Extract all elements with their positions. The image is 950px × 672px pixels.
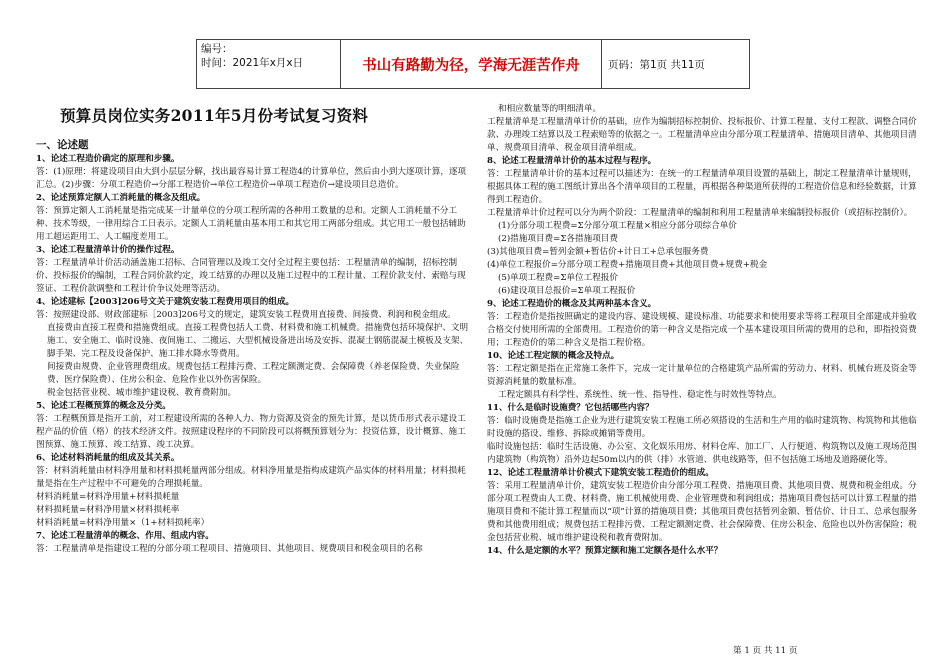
- paragraph: (2)措施项目费=Σ各措施项目费: [498, 234, 618, 244]
- paragraph: 答：按照建设部、财政部建标［2003]206号文的规定，建筑安装工程费用直接费、间接费、利润和税金组成。: [36, 310, 456, 320]
- paragraph: 工程量清单是工程量清单计价的基础，应作为编制招标控制价、投标报价、计算工程量、支付工程款、调整合同价款、办理竣工结算以及工程索赔等的依据之一。工程量清单应由分部分项工程量清单、措施项目清单、其他项目清单、规费项目清单、税金项目清单组成。: [487, 117, 917, 153]
- section-heading: 3、论述工程量清单计价的操作过程。: [36, 245, 180, 255]
- page-header: [196, 39, 750, 89]
- paragraph: 税金包括营业税、城市维护建设税、教育费附加。: [47, 388, 237, 398]
- paragraph: 答：工程量清单是指建设工程的分部分项工程项目、措施项目、其他项目、规费项目和税金项目的名称: [36, 544, 423, 554]
- paragraph: (6)建设项目总报价=Σ单项工程报价: [498, 286, 636, 296]
- paragraph: 材料消耗量=材料净用量+材料损耗量: [36, 492, 180, 502]
- paragraph: (5)单项工程费=Σ单位工程报价: [498, 273, 618, 283]
- paragraph: 答：临时设施费是指施工企业为进行建筑安装工程施工所必须搭设的生活和生产用的临时建筑物、构筑物和其他临时设施的搭设、维修、拆除或摊销等费用。: [487, 416, 917, 439]
- paragraph: (1)分部分项工程费=Σ分部分项工程量×相应分部分项综合单价: [498, 221, 737, 231]
- paragraph: 材料损耗量=材料净用量×材料损耗率: [36, 505, 180, 515]
- paragraph: 答：工程量清单计价的基本过程可以描述为：在统一的工程量清单项目设置的基础上，制定工程量清单计量规则，根据具体工程的施工图纸计算出各个清单项目的工程量，再根据各种渠道所获得的工程造价信息和经验数据，计算得到工程造价。: [487, 169, 917, 205]
- section-heading: 10、论述工程定额的概念及特点。: [487, 351, 620, 361]
- section-heading: 9、论述工程造价的概念及其两种基本含义。: [487, 299, 657, 309]
- header-motto: 书山有路勤为径，学海无涯苦作舟: [341, 40, 602, 88]
- document-title: 预算员岗位实务2011年5月份考试复习资料: [60, 106, 369, 125]
- paragraph: (4)单位工程报价=分部分项工程费+措施项目费+其他项目费+规费+税金: [487, 260, 768, 270]
- paragraph: 答：预算定额人工消耗量是指完成某一计量单位的分项工程所需的各种用工数量的总和。定额人工消耗量不分工种、技术等级，一律用综合工日表示。定额人工消耗量由基本用工和其它用工两部分组成。其它用工一般包括辅助用工超运距用工、人工幅度差用工。: [36, 206, 466, 242]
- section-heading: 2、论述预算定额人工消耗量的概念及组成。: [36, 193, 206, 203]
- paragraph: 答：工程概预算是指开工前，对工程建设所需的各种人力、物力资源及资金的预先计算，是以货币形式表示建设工程产品的价值（格）的技术经济文件。按照建设程序的不同阶段可以将概预算划分为：投资估算，设计概算、施工图预算、施工预算、竣工结算、竣工决算。: [36, 414, 466, 450]
- section-heading: 11、什么是临时设施费？它包括哪些内容？: [487, 403, 654, 413]
- time-label: 时间：2021年x月x日: [201, 57, 304, 69]
- paragraph: (3)其他项目费=暂列金额+暂估价+计日工+总承包服务费: [487, 247, 709, 257]
- header-meta: [197, 40, 341, 88]
- section-heading: 12、论述工程量清单计价模式下建筑安装工程造价的组成。: [487, 468, 714, 478]
- section-heading: 14、什么是定额的水平？预算定额和施工定额各是什么水平？: [487, 546, 723, 556]
- section-heading: 6、论述材料消耗量的组成及其关系。: [36, 453, 180, 463]
- number-label: 编号：: [201, 43, 233, 55]
- paragraph: 答：采用工程量清单计价，建筑安装工程造价由分部分项工程费、措施项目费、其他项目费、规费和税金组成。分部分项工程费由人工费、材料费、施工机械使用费、企业管理费和利润组成；措施项目费包括可以计算工程量的措施项目费和不能计算工程量而以“项”计算的措施项目费；其他项目费包括暂列金额、暂估价、计日工、总承包服务费和其他费用组成；规费包括工程排污费、工程定额测定费、社会保障费、住房公积金、危险也以外伤害保险；税金包括营业税、城市维护建设税和教育费附加。: [487, 481, 917, 543]
- section-heading: 1、论述工程造价确定的原理和步骤。: [36, 154, 180, 164]
- paragraph: 工程定额具有科学性、系统性、统一性、指导性、稳定性与时效性等特点。: [498, 390, 782, 400]
- paragraph: 和相应数量等的明细清单。: [498, 104, 602, 114]
- paragraph: 答：工程定额是指在正常施工条件下，完成一定计量单位的合格建筑产品所需的劳动力、材料、机械台班及资金等资源消耗量的数量标准。: [487, 364, 917, 387]
- paragraph: 答：(1)原理：将建设项目由大到小层层分解，找出最容易计算工程造4的计算单位，然后由小到大逐项计算，逐项汇总。(2)步骤：分项工程造价→分部工程造价→单位工程造价→单项工程造价→建设项目总造价。: [36, 167, 467, 190]
- paragraph: 工程量清单计价过程可以分为两个阶段：工程量清单的编制和利用工程量清单来编制投标报价（或招标控制价）。: [487, 208, 913, 218]
- header-page-info: 页码：第1页 共11页: [608, 58, 705, 71]
- section-heading: 5、论述工程概预算的概念及分类。: [36, 401, 171, 411]
- section-heading: 4、论述建标【2003]206号文关于建筑安装工程费用项目的组成。: [36, 297, 295, 307]
- paragraph: 答：工程量清单计价活动涵盖施工招标、合同管理以及竣工交付全过程主要包括：工程量清单的编制，招标控制价、投标报价的编制，工程合同价款约定，竣工结算的办理以及施工过程中的工程计量、工程价款支付、索赔与现签证、工程价款调整和工程计价争议处理等活动。: [36, 258, 466, 294]
- paragraph: 答：材料消耗量由材料净用量和材料损耗量两部分组成。材料净用量是指构成建筑产品实体的材料用量；材料损耗量是指在生产过程中不可避免的合理损耗量。: [36, 466, 466, 489]
- section-heading: 7、论述工程量清单的概念、作用、组成内容。: [36, 531, 214, 541]
- paragraph: 答：工程造价是指按照确定的建设内容、建设规模、建设标准、功能要求和使用要求等将工程项目全部建成并验收合格交付使用所需的全部费用。工程造价的第一种含义是指完成一个基本建设项目所需的费用的总和，即指投资费用；工程造价的第二种含义是指工程价格。: [487, 312, 917, 348]
- paragraph: 直接费由直接工程费和措施费组成。直接工程费包括人工费、材料费和施工机械费。措施费包括环境保护、文明施工、安全施工、临时设施、夜间施工、二搬运、大型机械设备进出场及安拆、混凝土钢筋混凝土模板及支架、脚手架、完工程及设备保护、施工排水降水等费用。: [47, 323, 469, 359]
- page-footer: 第 1 页 共 11 页: [733, 646, 798, 656]
- paragraph: 临时设施包括：临时生活设施、办公室、文化娱乐用房、材料仓库、加工厂、人行便道、构筑物以及施工现场范围内建筑物（构筑物）沿外边起50m以内的供（排）水管道、供电线路等，但不包括施工场地及道路硬化等。: [487, 442, 917, 465]
- paragraph: 间接费由规费、企业管理费组成。规费包括工程排污费、工程定额测定费、会保障费（养老保险费、失业保险费、医疗保险费）、住房公积金、危险作业以外伤害保险。: [47, 362, 460, 385]
- paragraph: 材料消耗量=材料净用量×（1+材料损耗率）: [36, 518, 210, 528]
- section-heading: 一、论述题: [36, 139, 89, 151]
- left-column: [36, 138, 472, 556]
- right-column: [487, 103, 924, 558]
- section-heading: 8、论述工程量清单计价的基本过程与程序。: [487, 156, 657, 166]
